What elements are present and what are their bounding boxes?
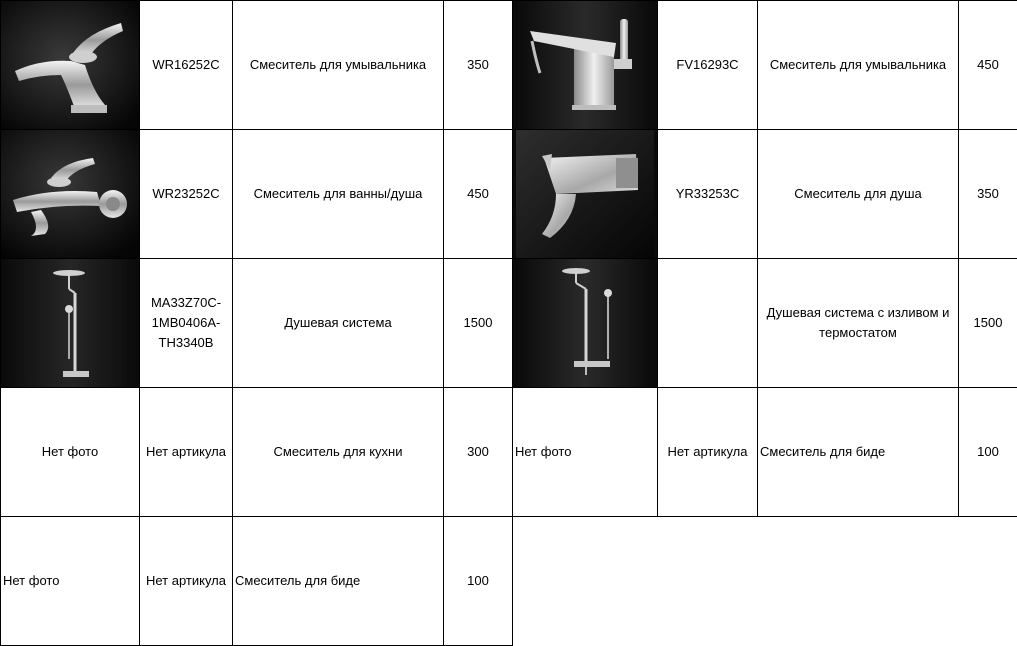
- price-cell: 100: [959, 388, 1017, 517]
- shower-system-image: [1, 259, 139, 387]
- product-name-cell: Смеситель для умывальника: [233, 1, 444, 130]
- price-cell: 1500: [959, 259, 1017, 388]
- article-cell: Нет артикула: [140, 388, 233, 517]
- empty-area: [513, 517, 1017, 646]
- price-cell: 450: [444, 130, 513, 259]
- faucet-bath-shower-image: [1, 130, 139, 258]
- article-cell: MA33Z70C-1MB0406A-TH3340B: [140, 259, 233, 388]
- price-cell: 1500: [444, 259, 513, 388]
- product-photo-cell: [513, 259, 658, 388]
- faucet-waterfall-image: [516, 1, 654, 129]
- article-cell: YR33253C: [658, 130, 758, 259]
- product-name-cell: Смеситель для биде: [758, 388, 959, 517]
- product-photo-cell: [1, 1, 140, 130]
- product-name-cell: Смеситель для душа: [758, 130, 959, 259]
- table-row: [1, 388, 1017, 517]
- table-row: [1, 130, 1017, 259]
- product-photo-cell: [1, 130, 140, 259]
- article-cell: Нет артикула: [140, 517, 233, 646]
- price-cell: 450: [959, 1, 1017, 130]
- product-photo-cell: [1, 259, 140, 388]
- product-photo-cell: Нет фото: [1, 517, 140, 646]
- price-cell: 350: [444, 1, 513, 130]
- table-row: [1, 1, 1017, 130]
- table-row: [1, 517, 1017, 646]
- article-cell: WR23252C: [140, 130, 233, 259]
- article-cell: WR16252C: [140, 1, 233, 130]
- product-name-cell: Смеситель для ванны/душа: [233, 130, 444, 259]
- product-photo-cell: Нет фото: [513, 388, 658, 517]
- article-cell: Нет артикула: [658, 388, 758, 517]
- product-photo-cell: Нет фото: [1, 388, 140, 517]
- price-cell: 300: [444, 388, 513, 517]
- table-row: [1, 259, 1017, 388]
- price-cell: 100: [444, 517, 513, 646]
- faucet-shower-square-image: [516, 130, 654, 258]
- product-name-cell: Душевая система: [233, 259, 444, 388]
- article-cell: [658, 259, 758, 388]
- product-photo-cell: [513, 1, 658, 130]
- product-name-cell: Душевая система с изливом и термостатом: [758, 259, 959, 388]
- shower-system-thermostat-image: [516, 259, 654, 387]
- faucet-basin-lever-image: [1, 1, 139, 129]
- price-cell: 350: [959, 130, 1017, 259]
- article-cell: FV16293C: [658, 1, 758, 130]
- product-name-cell: Смеситель для кухни: [233, 388, 444, 517]
- product-photo-cell: [513, 130, 658, 259]
- product-name-cell: Смеситель для умывальника: [758, 1, 959, 130]
- product-name-cell: Смеситель для биде: [233, 517, 444, 646]
